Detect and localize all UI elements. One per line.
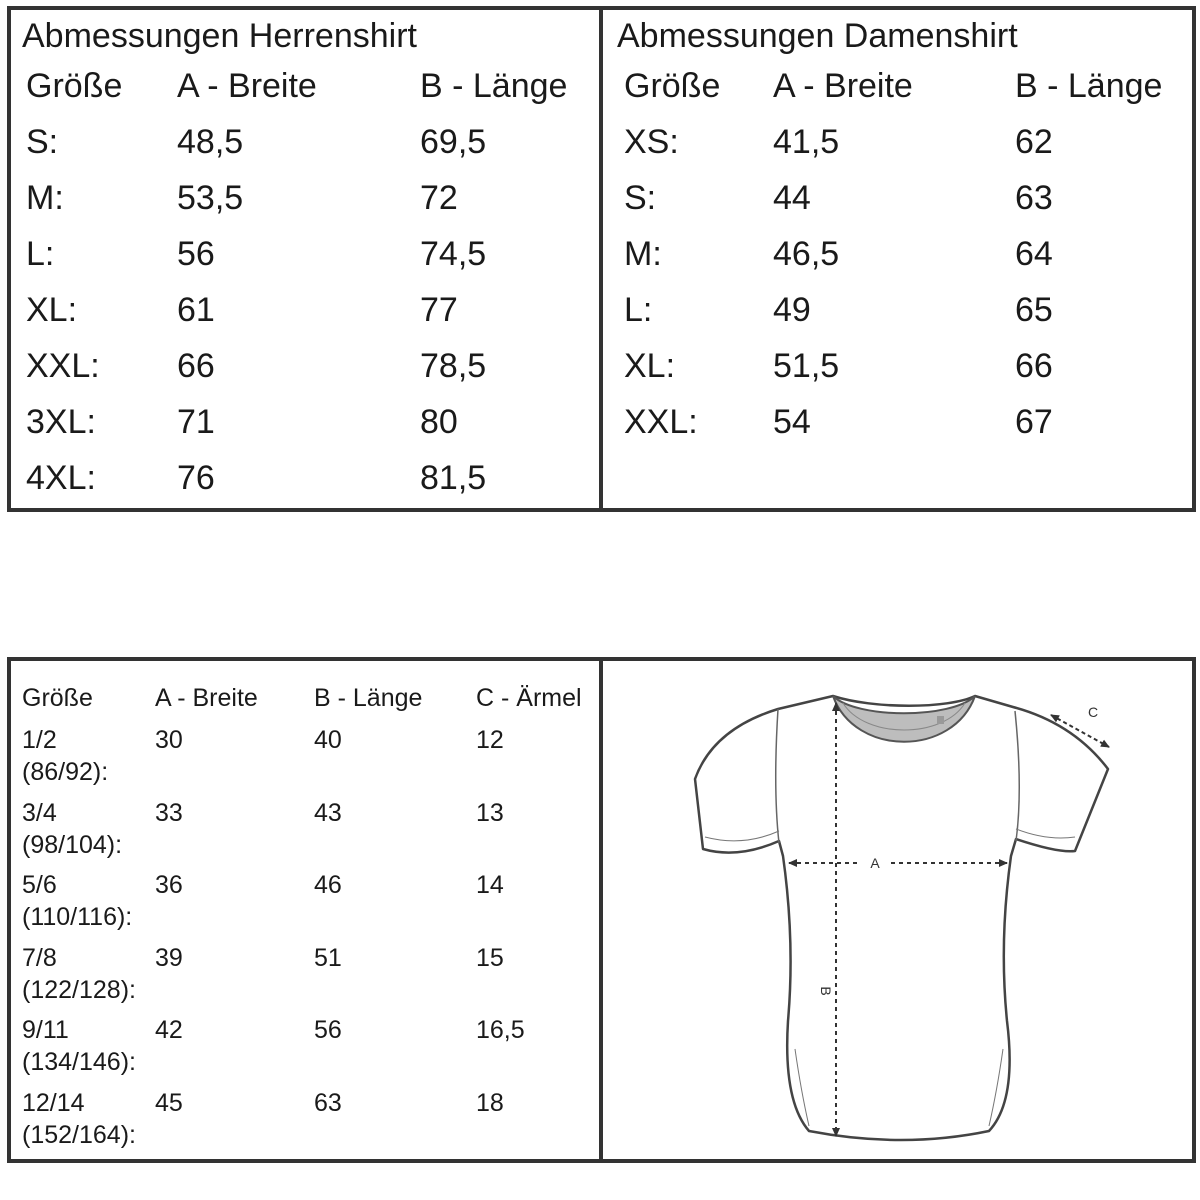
herren-row-size: M: — [26, 179, 64, 217]
measure-a-label: A — [870, 855, 880, 871]
kinder-row-width: 39 — [155, 944, 183, 972]
herren-row-length: 74,5 — [420, 235, 487, 273]
kinder-row-width: 45 — [155, 1089, 183, 1117]
kinder-row-length: 51 — [314, 944, 342, 972]
kinder-row-sleeve: 18 — [476, 1089, 504, 1117]
herren-header-length: B - Länge — [420, 67, 568, 105]
kinder-row-sleeve: 14 — [476, 871, 504, 899]
herren-row-size: L: — [26, 235, 55, 273]
kinder-header-sleeve: C - Ärmel — [476, 684, 582, 712]
herren-header-size: Größe — [26, 67, 123, 105]
herren-row-width: 48,5 — [177, 123, 244, 161]
herren-row-length: 81,5 — [420, 459, 487, 497]
damen-row-length: 63 — [1015, 179, 1053, 217]
damen-header-length: B - Länge — [1015, 67, 1163, 105]
herren-row-width: 56 — [177, 235, 215, 273]
kinder-row-size-cm: (134/146): — [22, 1048, 136, 1076]
tshirt-label-tag — [937, 716, 944, 724]
kinder-row-size-cm: (110/116): — [22, 903, 133, 931]
herren-size-table — [7, 6, 603, 512]
kinder-row-size: 9/11 — [22, 1016, 69, 1044]
herren-row-width: 53,5 — [177, 179, 244, 217]
damen-row-size: XXL: — [624, 403, 698, 441]
herren-row-length: 77 — [420, 291, 458, 329]
herren-header-width: A - Breite — [177, 67, 317, 105]
kinder-row-length: 56 — [314, 1016, 342, 1044]
herren-row-size: 4XL: — [26, 459, 96, 497]
damen-row-width: 49 — [773, 291, 811, 329]
damen-row-size: S: — [624, 179, 657, 217]
kinder-row-length: 43 — [314, 799, 342, 827]
kinder-row-length: 63 — [314, 1089, 342, 1117]
kinder-row-width: 42 — [155, 1016, 183, 1044]
damen-header-width: A - Breite — [773, 67, 913, 105]
herren-row-width: 71 — [177, 403, 215, 441]
kinder-header-length: B - Länge — [314, 684, 423, 712]
herren-row-size: XL: — [26, 291, 78, 329]
kinder-row-size-cm: (152/164): — [22, 1121, 136, 1149]
kinder-row-size-cm: (122/128): — [22, 976, 136, 1004]
kinder-header-size: Größe — [22, 684, 93, 712]
herren-row-length: 78,5 — [420, 347, 487, 385]
kinder-row-sleeve: 15 — [476, 944, 504, 972]
damen-row-size: XL: — [624, 347, 676, 385]
kinder-row-size: 3/4 — [22, 799, 57, 827]
damen-row-length: 67 — [1015, 403, 1053, 441]
herren-row-width: 61 — [177, 291, 215, 329]
tshirt-outline — [695, 696, 1108, 1140]
damen-header-size: Größe — [624, 67, 721, 105]
kinder-row-size-cm: (86/92): — [22, 758, 109, 786]
damen-row-size: L: — [624, 291, 653, 329]
kinder-row-size-cm: (98/104): — [22, 831, 123, 859]
kinder-header-width: A - Breite — [155, 684, 258, 712]
damen-row-width: 54 — [773, 403, 811, 441]
herren-row-length: 72 — [420, 179, 458, 217]
measure-c-label: C — [1087, 704, 1099, 720]
kinder-row-length: 40 — [314, 726, 342, 754]
damen-row-width: 44 — [773, 179, 811, 217]
herren-title: Abmessungen Herrenshirt — [22, 17, 417, 55]
kinder-row-sleeve: 13 — [476, 799, 504, 827]
kinder-row-sleeve: 12 — [476, 726, 504, 754]
measure-b-label: B — [818, 986, 834, 996]
damen-row-size: XS: — [624, 123, 679, 161]
herren-row-width: 76 — [177, 459, 215, 497]
damen-row-length: 64 — [1015, 235, 1053, 273]
damen-row-length: 65 — [1015, 291, 1053, 329]
damen-row-width: 41,5 — [773, 123, 840, 161]
damen-row-width: 46,5 — [773, 235, 840, 273]
kinder-row-width: 30 — [155, 726, 183, 754]
herren-row-size: S: — [26, 123, 59, 161]
kinder-row-size: 12/14 — [22, 1089, 85, 1117]
damen-row-width: 51,5 — [773, 347, 840, 385]
herren-row-size: 3XL: — [26, 403, 96, 441]
kinder-row-size: 7/8 — [22, 944, 57, 972]
damen-size-table — [599, 6, 1196, 512]
tshirt-measurement-diagram — [599, 657, 1196, 1163]
kinder-row-width: 33 — [155, 799, 183, 827]
kinder-row-size: 5/6 — [22, 871, 57, 899]
herren-row-width: 66 — [177, 347, 215, 385]
herren-row-length: 69,5 — [420, 123, 487, 161]
kinder-row-sleeve: 16,5 — [476, 1016, 525, 1044]
damen-title: Abmessungen Damenshirt — [617, 17, 1018, 55]
herren-row-size: XXL: — [26, 347, 100, 385]
herren-row-length: 80 — [420, 403, 458, 441]
damen-row-length: 66 — [1015, 347, 1053, 385]
damen-row-size: M: — [624, 235, 662, 273]
kinder-size-table — [7, 657, 603, 1163]
damen-row-length: 62 — [1015, 123, 1053, 161]
kinder-row-width: 36 — [155, 871, 183, 899]
kinder-row-length: 46 — [314, 871, 342, 899]
tshirt-diagram-svg — [603, 661, 1192, 1159]
kinder-row-size: 1/2 — [22, 726, 57, 754]
